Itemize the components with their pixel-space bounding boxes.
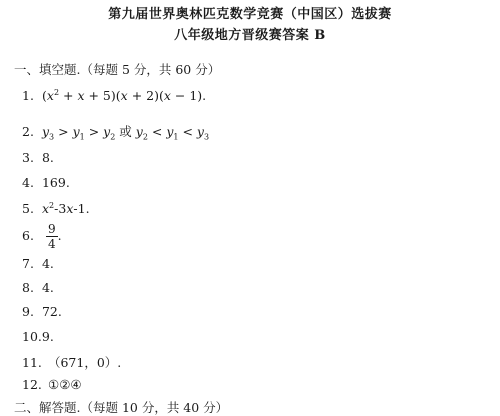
answer-item-2 [22, 122, 209, 140]
answer-formula-1: $(x^2 + x + 5)(x + 2)(x - 1)$ [41, 87, 203, 103]
answer-text-10: 9. [41, 329, 54, 344]
item-number: 10. [22, 329, 42, 344]
item-number: 8. [22, 280, 34, 295]
fraction-denominator: 4 [47, 237, 56, 251]
answer-item-10 [22, 329, 54, 344]
item-number: 12. [22, 377, 42, 392]
answer-text-8: 4. [41, 280, 54, 295]
answer-text-4: 169. [41, 175, 70, 190]
item-number: 9. [22, 304, 34, 319]
item-number: 5. [22, 201, 34, 216]
item-number: 7. [22, 256, 34, 271]
answer-item-5: 5. $x^2-3x-1$. [22, 200, 90, 216]
answer-item-1: 1. $(x^2 + x + 5)(x + 2)(x - 1)$. [22, 87, 207, 103]
section-fill-in-heading: 一、填空题.（每题 5 分，共 60 分） [14, 62, 221, 77]
answer-item-8 [22, 280, 54, 295]
answer-item-4 [22, 175, 70, 190]
answer-text-7: 4. [41, 256, 54, 271]
item-number: 3. [22, 150, 34, 165]
item-number: 11. [22, 355, 42, 370]
answer-item-12 [22, 377, 82, 392]
document-title: 第九届世界奥林匹克数学竞赛（中国区）选拔赛 [108, 7, 392, 22]
answer-formula-2: $y_3 > y_1 > y_2$ 或 $y_2 < y_1 < y_3$ [41, 124, 210, 142]
answer-text-9: 72. [41, 304, 62, 319]
section-solution-heading: 二、解答题.（每题 10 分，共 40 分） [14, 400, 229, 415]
answer-item-6: 6. $\frac{9}{4}$ . [22, 222, 62, 251]
answer-item-9 [22, 304, 62, 319]
answer-item-3 [22, 150, 54, 165]
answer-text-3: 8. [41, 150, 54, 165]
answer-formula-5: $x^2-3x-1$ [41, 200, 86, 216]
answer-item-7 [22, 256, 54, 271]
answer-text-11: （671，0）. [47, 355, 122, 370]
document-subtitle: 八年级地方晋级赛答案 B [174, 28, 326, 43]
item-number: 6. [22, 228, 34, 243]
answer-text-12: ①②④ [47, 377, 82, 392]
item-number: 4. [22, 175, 34, 190]
item-number: 1. [22, 88, 34, 103]
fraction-numerator: 9 [47, 222, 56, 236]
item-number: 2. [22, 124, 34, 139]
answer-item-11 [22, 353, 121, 371]
fraction [46, 222, 58, 251]
